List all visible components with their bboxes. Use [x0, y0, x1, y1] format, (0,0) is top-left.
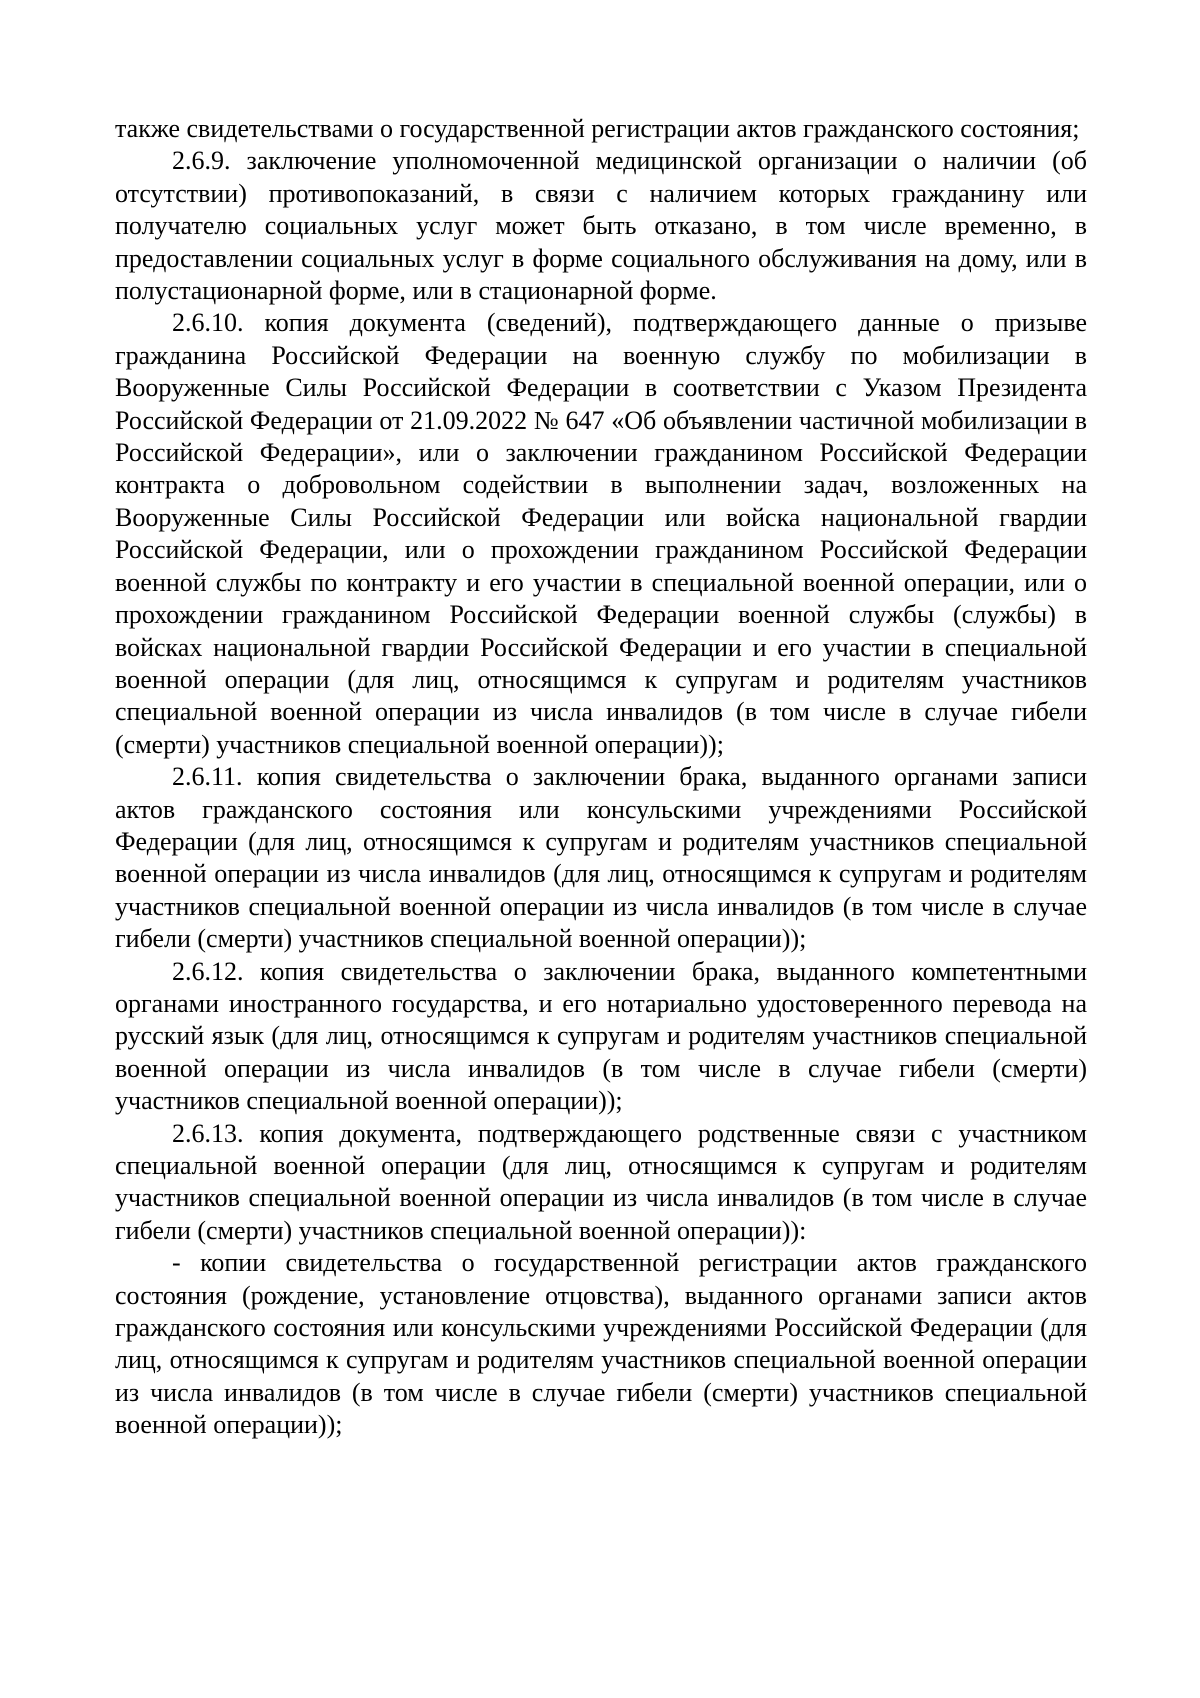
- paragraph-continuation: также свидетельствами о государственной регистрации актов гражданского состояния;: [115, 114, 1080, 143]
- paragraph-2-6-13: 2.6.13. копия документа, подтверждающего родственные связи с участником специальной военной операции (для лиц, относящимся к супругам и родителям участников специальной военной операции из числа инвалидов (в том числе в случае гибели (смерти) участников специальной военной операции)):: [115, 1118, 1087, 1245]
- paragraph-2-6-9: 2.6.9. заключение уполномоченной медицинской организации о наличии (об отсутствии) противопоказаний, в связи с наличием которых гражданину или получателю социальных услуг может быть отказано, в том числе временно, в предоставлении социальных услуг в форме социального обслуживания на дому, или в полустационарной форме, или в стационарной форме.: [115, 146, 1087, 306]
- paragraph-2-6-11: 2.6.11. копия свидетельства о заключении брака, выданного органами записи актов гражданского состояния или консульскими учреждениями Российской Федерации (для лиц, относящимся к супругам и родителям участников специальной военной операции из числа инвалидов (для лиц, относящимся к супругам и родителям участников специальной военной операции из числа инвалидов (в том числе в случае гибели (смерти) участников специальной военной операции));: [115, 762, 1087, 954]
- paragraph-list-item: - копии свидетельства о государственной регистрации актов гражданского состояния (рождение, установление отцовства), выданного органами записи актов гражданского состояния или консульскими учреждениями Российской Федерации (для лиц, относящимся к супругам и родителям участников специальной военной операции из числа инвалидов (в том числе в случае гибели (смерти) участников специальной военной операции));: [115, 1248, 1087, 1440]
- paragraph-2-6-10: 2.6.10. копия документа (сведений), подтверждающего данные о призыве гражданина Российской Федерации на военную службу по мобилизации в Вооруженные Силы Российской Федерации в соответствии с Указом Президента Российской Федерации от 21.09.2022 № 647 «Об объявлении частичной мобилизации в Российской Федерации», или о заключении гражданином Российской Федерации контракта о добровольном содействии в выполнении задач, возложенных на Вооруженные Силы Российской Федерации или войска национальной гвардии Российской Федерации, или о прохождении гражданином Российской Федерации военной службы по контракту и его участии в специальной военной операции, или о прохождении гражданином Российской Федерации военной службы (службы) в войсках национальной гвардии Российской Федерации и его участии в специальной военной операции (для лиц, относящимся к супругам и родителям участников специальной военной операции из числа инвалидов (в том числе в случае гибели (смерти) участников специальной военной операции));: [115, 308, 1087, 759]
- document-body: [115, 113, 1087, 1442]
- paragraph-2-6-12: 2.6.12. копия свидетельства о заключении брака, выданного компетентными органами иностранного государства, и его нотариально удостоверенного перевода на русский язык (для лиц, относящимся к супругам и родителям участников специальной военной операции из числа инвалидов (в том числе в случае гибели (смерти) участников специальной военной операции));: [115, 956, 1087, 1116]
